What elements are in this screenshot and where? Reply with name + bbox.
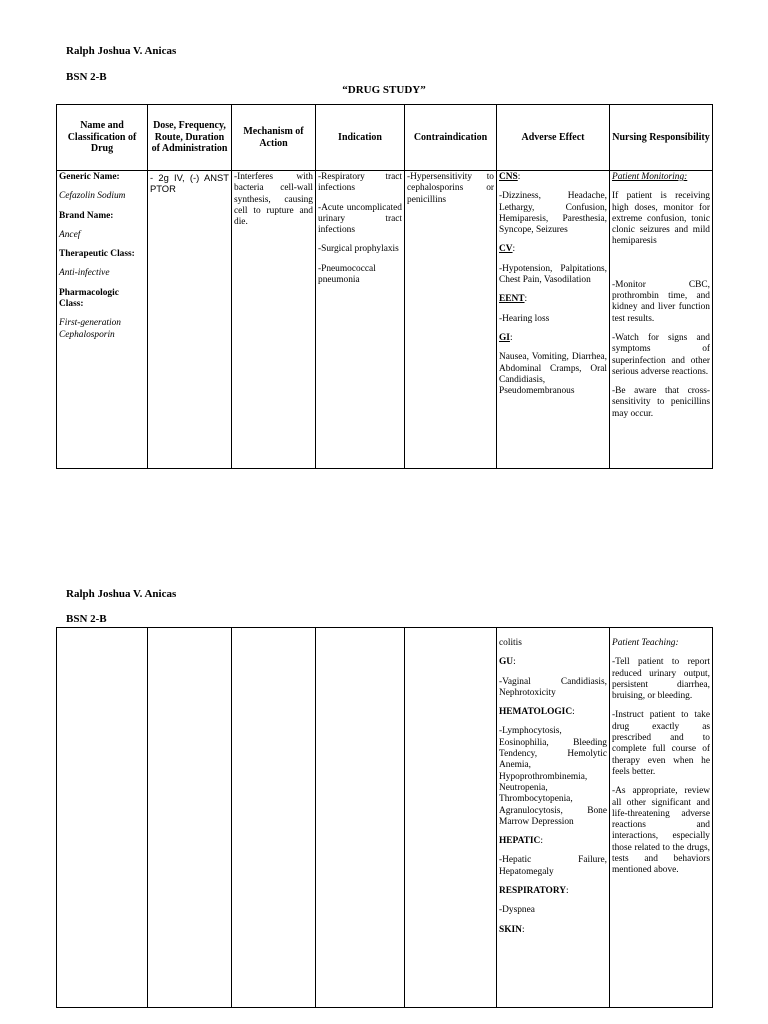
dose-cell [148,628,232,1008]
skin-label: SKIN [499,924,522,935]
nursing-cell [610,171,713,469]
gi-text: Nausea, Vomiting, Diarrhea, Abdominal Cramps, Oral Candidiasis, Pseudomembranous [499,352,607,397]
pharmacologic-label: Pharmacologic Class: [59,287,119,310]
table-row [57,628,713,1008]
student-section: BSN 2-B [66,613,107,625]
drug-study-table-continued [56,627,713,1008]
dose-cell: - 2g IV, (-) ANST PTOR [148,171,232,469]
mechanism-cell [232,628,316,1008]
drug-study-table [56,104,713,469]
cv-text: -Hypotension, Palpitations, Chest Pain, Vasodilation [499,263,607,286]
colitis-text: colitis [499,638,522,648]
nursing-cell [610,628,713,1008]
gi-label: GI [499,332,510,343]
nursing-heading: Patient Monitoring: [612,172,688,182]
indication-cell [316,628,405,1008]
hepatic-label: HEPATIC [499,836,541,847]
nursing-item: -Be aware that cross-sensitivity to penicillins may occur. [612,386,710,419]
table-row [57,171,713,469]
nursing-item: -Tell patient to report reduced urinary output, persistent diarrhea, bruising, or bleeding. [612,657,710,702]
col-header-contraindication: Contraindication [405,105,497,171]
col-header-indication: Indication [316,105,405,171]
student-name: Ralph Joshua V. Anicas [66,45,177,57]
col-header-name: Name and Classification of Drug [57,105,148,171]
nursing-heading: Patient Teaching: [612,638,679,648]
document-title: “DRUG STUDY” [342,84,426,96]
eent-label: EENT [499,294,525,305]
cv-label: CV [499,244,513,255]
nursing-item: -Instruct patient to take drug exactly as prescribed and to complete full course of therapy even when he feels better. [612,710,710,777]
col-header-dose: Dose, Frequency, Route, Duration of Administration [148,105,232,171]
gu-label: GU [499,657,514,668]
col-header-adverse: Adverse Effect [497,105,610,171]
brand-value: Ancef [59,229,81,240]
indication-cell [316,171,405,469]
generic-value: Cefazolin Sodium [59,191,126,202]
cns-text: -Dizziness, Headache, Lethargy, Confusion, Hemiparesis, Paresthesia, Syncope, Seizures [499,191,607,236]
pharmacologic-value: First-generation Cephalosporin [59,318,121,340]
hematologic-label: HEMATOLOGIC [499,707,573,718]
drug-name-cell [57,171,148,469]
drug-name-cell [57,628,148,1008]
table-header-row [57,105,713,171]
cns-label: CNS [499,172,518,182]
hepatic-text: -Hepatic Failure, Hepatomegaly [499,855,607,877]
nursing-item: -Monitor CBC, prothrombin time, and kidney and liver function test results. [612,279,710,324]
brand-label: Brand Name: [59,210,114,221]
col-header-nursing: Nursing Responsibility [610,105,713,171]
therapeutic-label: Therapeutic Class: [59,249,135,260]
adverse-effect-cell: CNS: -Dizziness, Headache, Lethargy, Confusion, Hemiparesis, Paresthesia, Syncope, Seizures CV: -Hypotension, Palpitations, Chest Pain, Vasodilation EENT: -Hearing loss GI: Nausea, Vomiting, Diarrhea, Abdominal Cramps, Oral Candidiasis, Pseudomembranous [497,171,610,469]
indication-item: -Respiratory tract infections [318,172,402,194]
respiratory-text: -Dyspnea [499,905,535,916]
hematologic-text: -Lymphocytosis, Eosinophilia, Bleeding Tendency, Hemolytic Anemia, Hypoprothrombinemia, Neutropenia, Thrombocytopenia, Agranulocytosis, Bone Marrow Depression [499,726,607,827]
gu-text: -Vaginal Candidiasis, Nephrotoxicity [499,676,607,698]
contraindication-cell: -Hypersensitivity to cephalosporins or penicillins [405,171,497,469]
therapeutic-value: Anti-infective [59,268,110,279]
nursing-item: If patient is receiving high doses, monitor for extreme confusion, tonic clonic seizures and mild hemiparesis [612,191,710,247]
nursing-item: -Watch for signs and symptoms of superinfection and other serious adverse reactions. [612,332,710,377]
respiratory-label: RESPIRATORY [499,886,567,897]
student-section: BSN 2-B [66,71,107,83]
indication-item: -Pneumococcal pneumonia [318,263,376,286]
adverse-effect-cell: colitis GU: -Vaginal Candidiasis, Nephrotoxicity HEMATOLOGIC: -Lymphocytosis, Eosinophilia, Bleeding Tendency, Hemolytic Anemia, Hypoprothrombinemia, Neutropenia, Thrombocytopenia, Agranulocytosis, Bone Marrow Depression HEPATIC: -Hepatic Failure, Hepatomegaly RESPIRATORY: -Dyspnea SKIN: [497,628,610,1008]
contraindication-cell [405,628,497,1008]
nursing-item: -As appropriate, review all other significant and life-threatening adverse reactions and interactions, especially those related to the drugs, tests and behaviors mentioned above. [612,786,710,876]
student-name: Ralph Joshua V. Anicas [66,588,177,600]
generic-label: Generic Name: [59,172,120,182]
indication-item: -Acute uncomplicated urinary tract infections [318,202,402,236]
indication-item: -Surgical prophylaxis [318,244,399,255]
eent-text: -Hearing loss [499,313,550,324]
col-header-mechanism: Mechanism of Action [232,105,316,171]
mechanism-cell: -Interferes with bacteria cell-wall synthesis, causing cell to rupture and die. [232,171,316,469]
